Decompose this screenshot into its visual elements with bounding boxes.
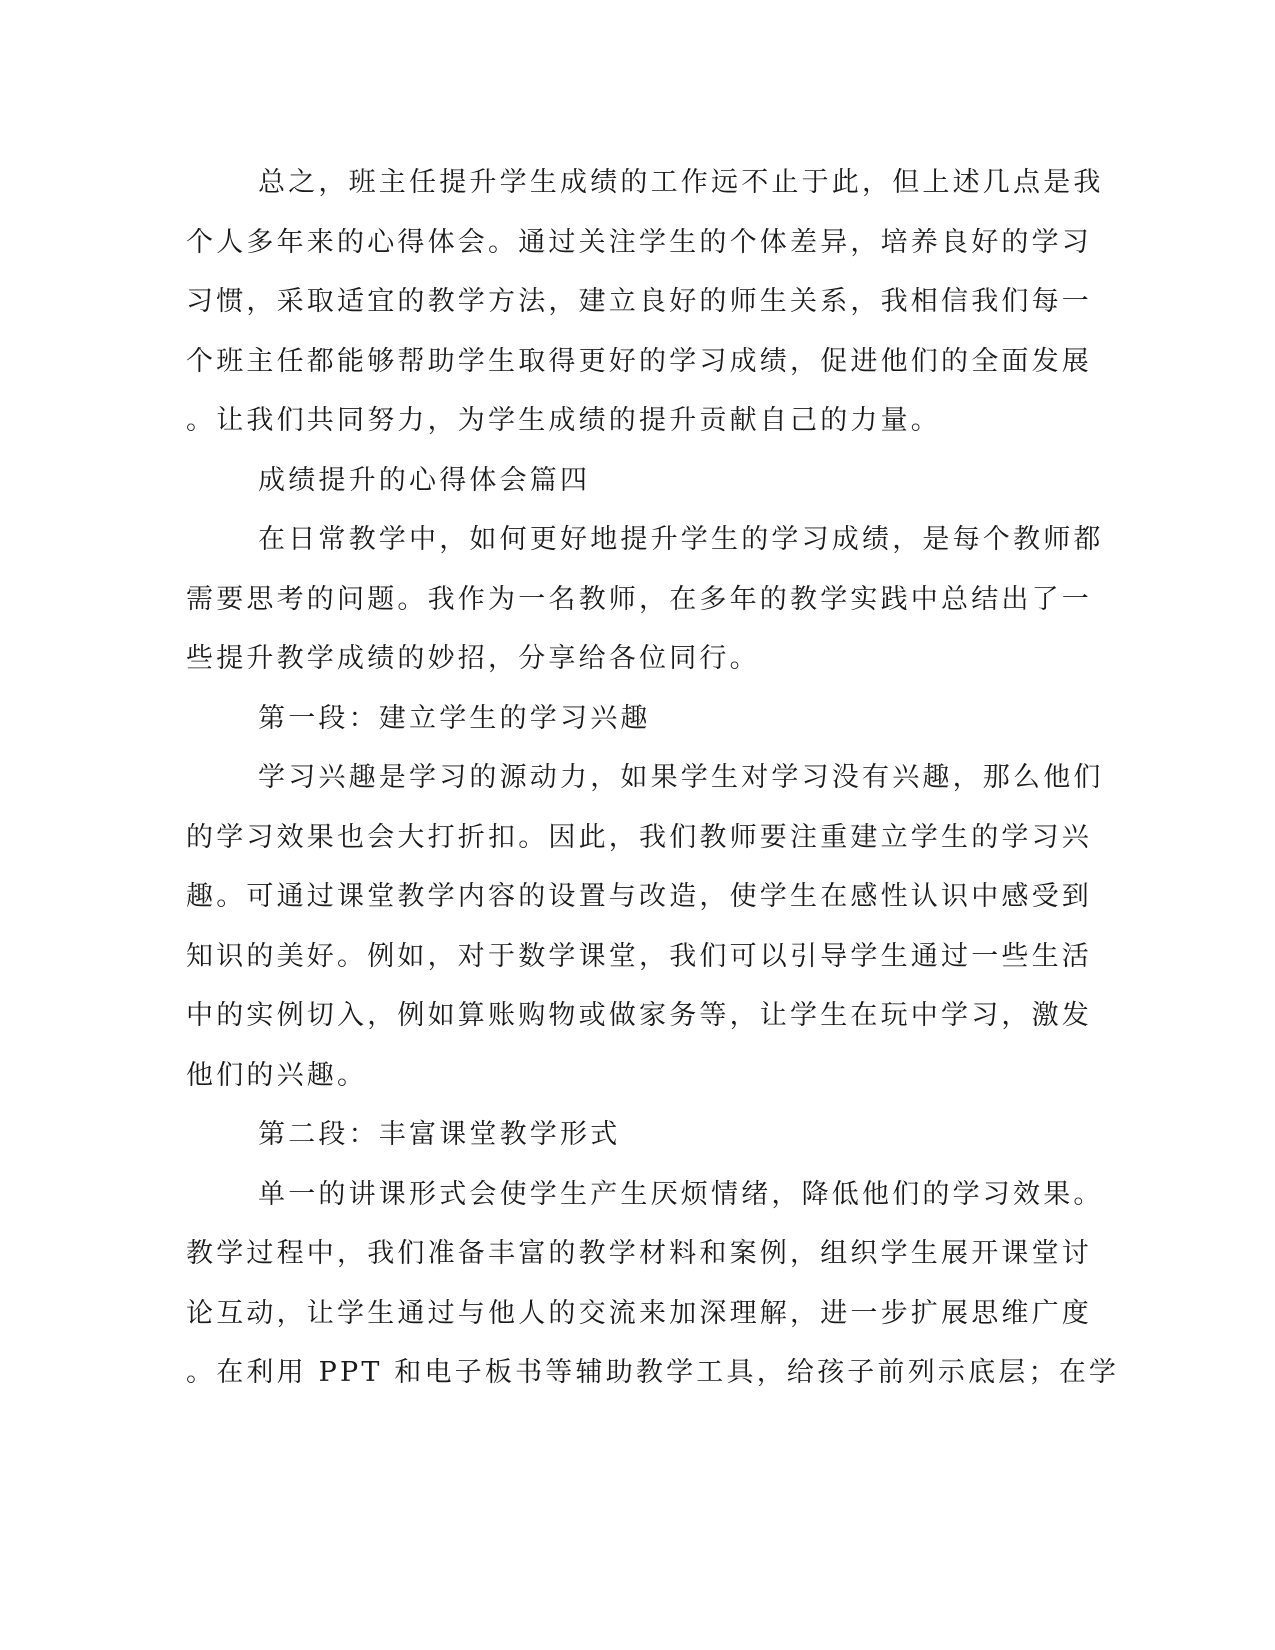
section-heading: 第二段：丰富课堂教学形式 [258, 1119, 621, 1150]
paragraph-line: 个班主任都能够帮助学生取得更好的学习成绩，促进他们的全面发展 [186, 345, 1092, 377]
paragraph-line: 习惯，采取适宜的教学方法，建立良好的师生关系，我相信我们每一 [186, 286, 1092, 317]
paragraph-line: 他们的兴趣。 [186, 1059, 368, 1091]
paragraph-line: 。在利用 PPT 和电子板书等辅助教学工具，给孩子前列示底层；在学 [186, 1357, 1120, 1388]
paragraph-line: 论互动，让学生通过与他人的交流来加深理解，进一步扩展思维广度 [186, 1297, 1092, 1329]
paragraph-line: 。让我们共同努力，为学生成绩的提升贡献自己的力量。 [186, 405, 941, 436]
document-body [186, 160, 1120, 1410]
section-heading: 成绩提升的心得体会篇四 [258, 464, 591, 496]
paragraph-line: 个人多年来的心得体会。通过关注学生的个体差异，培养良好的学习 [186, 226, 1092, 258]
paragraph-line: 总之，班主任提升学生成绩的工作远不止于此，但上述几点是我 [258, 167, 1104, 198]
paragraph-line: 在日常教学中，如何更好地提升学生的学习成绩，是每个教师都 [258, 524, 1104, 555]
paragraph-line: 的学习效果也会大打折扣。因此，我们教师要注重建立学生的学习兴 [186, 821, 1092, 853]
paragraph-line: 学习兴趣是学习的源动力，如果学生对学习没有兴趣，那么他们 [258, 762, 1104, 793]
paragraph-line: 知识的美好。例如，对于数学课堂，我们可以引导学生通过一些生活 [186, 940, 1092, 972]
paragraph-line: 些提升教学成绩的妙招，分享给各位同行。 [186, 643, 760, 674]
paragraph-line: 教学过程中，我们准备丰富的教学材料和案例，组织学生展开课堂讨 [186, 1238, 1092, 1269]
paragraph-line: 单一的讲课形式会使学生产生厌烦情绪，降低他们的学习效果。 [258, 1178, 1104, 1210]
paragraph-line: 需要思考的问题。我作为一名教师，在多年的教学实践中总结出了一 [186, 583, 1092, 615]
section-heading: 第一段：建立学生的学习兴趣 [258, 702, 651, 734]
paragraph-line: 趣。可通过课堂教学内容的设置与改造，使学生在感性认识中感受到 [186, 881, 1092, 912]
paragraph-line: 中的实例切入，例如算账购物或做家务等，让学生在玩中学习，激发 [186, 1000, 1092, 1031]
